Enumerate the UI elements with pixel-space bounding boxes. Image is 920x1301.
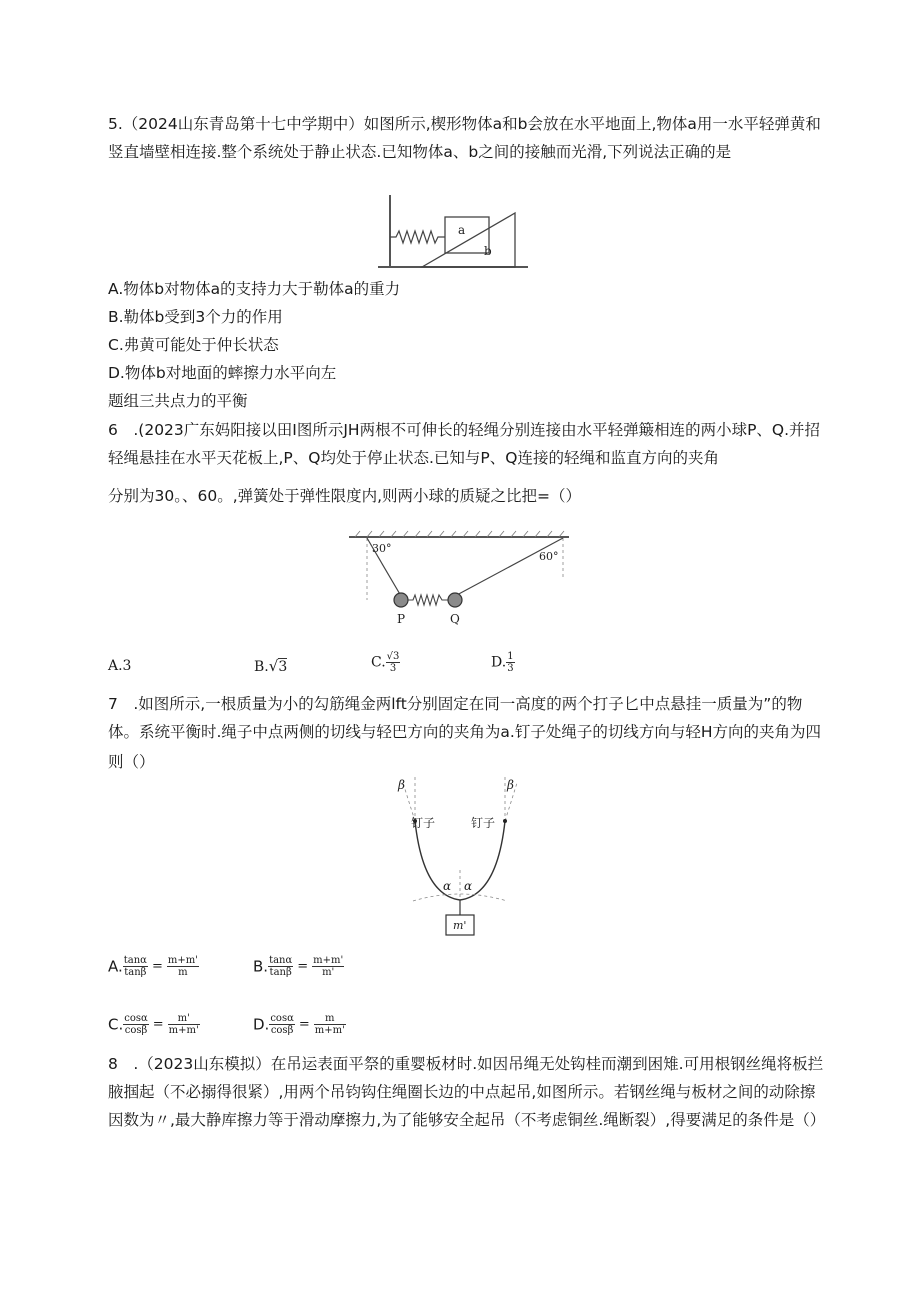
q7-a-lnum: tanα — [123, 955, 147, 966]
q8-stem-line2: 腋掴起（不必搦得很紧）,用两个吊钧钩住绳圈长边的中点起吊,如图所示。若钢丝绳与板材之间的动除擦 — [108, 1083, 816, 1101]
q6-option-d-fraction — [506, 651, 514, 674]
ball-p — [394, 593, 408, 607]
q6-option-c-numerator: 3 — [393, 651, 400, 662]
q7-b-rnum: m+m' — [313, 955, 344, 966]
q6-option-b-value: 3 — [278, 659, 288, 675]
q7-d-rnum: m — [314, 1013, 346, 1025]
q7-c-rnum: m' — [168, 1013, 200, 1025]
q7-figure-hanging-rope — [385, 775, 535, 940]
q7-d-lden: cosβ — [270, 1025, 294, 1036]
q5-stem-line2: 竖直墙壁相连接.整个系统处于静止状态.已知物体a、b之间的接触而光滑,下列说法正确的是 — [108, 143, 732, 161]
q5-figure-wedges — [372, 193, 532, 273]
block-a — [445, 217, 489, 253]
angle-30-label: 30° — [372, 542, 392, 555]
q5-stem-line1: 5.（2024山东青岛第十七中学期中）如图所示,楔形物体a和b会放在水平地面上,物体a用一水平轻弹黄和 — [108, 115, 821, 133]
angle-60-label: 60° — [539, 550, 559, 563]
nail-right — [503, 819, 507, 823]
q7-a-rden: m — [178, 967, 188, 978]
q5-option-c: C.弗黄可能处于仲长状态 — [108, 336, 279, 354]
q6-option-d-denominator: 3 — [507, 663, 514, 674]
q7-a-lden: tanβ — [124, 967, 147, 978]
q6-option-d-numerator: 1 — [507, 651, 514, 662]
label-q: Q — [450, 612, 460, 626]
q7-stem-line1: 7 .如图所示,一根质量为小的勾筋绳金两lft分别固定在同一高度的两个打子匕中点悬挂一质量为”的物 — [108, 695, 803, 713]
ball-q — [448, 593, 462, 607]
label-p: P — [397, 612, 406, 626]
beta-left-label: β — [398, 778, 405, 792]
label-a: a — [458, 223, 466, 237]
beta-right-label: β — [507, 778, 514, 792]
rope-q — [455, 538, 563, 596]
q7-c-lden: cosβ — [124, 1025, 148, 1036]
q6-option-b-label: B. — [254, 659, 269, 675]
nail-left-label: 钉子 — [411, 816, 436, 830]
q5-option-d: D.物体b对地面的蟀擦力水平向左 — [108, 364, 337, 382]
q6-stem-line2: 轻绳悬挂在水平天花板上,P、Q均处于停止状态.已知与P、Q连接的轻绳和监直方向的夹角 — [108, 449, 719, 467]
q5-option-a: A.物体b对物体a的支持力大于勒体a的重力 — [108, 280, 401, 298]
label-b: b — [484, 244, 492, 258]
q6-option-d-label: D. — [491, 654, 507, 671]
alpha-right-label: α — [464, 879, 473, 893]
q7-b-lnum: tanα — [269, 955, 293, 966]
q8-stem-line1: 8 .（2023山东模拟）在吊运表面平祭的重婴板材时.如因吊绳无处钩桂而潮到困雉.可用根钢丝绳将板拦 — [108, 1055, 824, 1073]
q7-c-lnum: cosα — [124, 1013, 148, 1024]
q7-option-b-label: B. — [253, 957, 269, 976]
q7-a-rnum: m+m' — [167, 955, 198, 966]
spring — [408, 595, 448, 605]
mass-label: m' — [453, 919, 467, 932]
q7-c-rden: m+m' — [168, 1025, 199, 1036]
q6-option-c-fraction: $\frac{√3}{3}$ — [386, 651, 400, 674]
sqrt-sign: √ — [268, 657, 279, 675]
q6-stem-line3: 分别为30。、60。,弹簧处于弹性限度内,则两小球的质疑之比把=（） — [108, 487, 582, 505]
q7-d-rden: m+m' — [314, 1025, 345, 1036]
q7-b-lden: tanβ — [269, 967, 292, 978]
q7-option-d — [253, 1013, 346, 1036]
nail-right-label: 钉子 — [471, 816, 496, 830]
q7-option-a — [108, 955, 199, 978]
q7-option-a-label: A. — [108, 957, 123, 976]
q6-option-c — [371, 651, 400, 674]
q8-stem-line3: 因数为〃,最大静库擦力等于滑动摩擦力,为了能够安全起吊（不考虑铜丝.绳断裂）,得要满足的条件是（） — [108, 1111, 826, 1129]
q6-option-a: A.3 — [108, 658, 132, 674]
q5-option-b: B.勒体b受到3个力的作用 — [108, 308, 283, 326]
alpha-left-label: α — [443, 879, 452, 893]
equals-sign: = — [298, 1016, 310, 1032]
q7-stem-line2: 体。系统平衡时.绳子中点两侧的切线与轻巴方向的夹角为a.钉子处绳子的切线方向与轻H方向的夹角为四 — [108, 723, 822, 741]
q7-option-b — [253, 955, 344, 978]
q7-option-c — [108, 1013, 200, 1036]
q7-d-lnum: cosα — [270, 1013, 294, 1024]
equals-sign: = — [297, 958, 309, 974]
q6-option-b — [254, 656, 287, 677]
q7-b-rden: m' — [322, 967, 335, 978]
equals-sign: = — [151, 958, 163, 974]
q7-option-d-label: D. — [253, 1015, 270, 1034]
section-heading: 题组三共点力的平衡 — [108, 392, 248, 410]
q6-option-c-label: C. — [371, 654, 386, 671]
q7-option-c-label: C. — [108, 1015, 124, 1034]
equals-sign: = — [152, 1016, 164, 1032]
q6-option-d — [491, 651, 515, 674]
q7-stem-line3: 则（） — [108, 753, 155, 771]
spring — [390, 231, 445, 243]
q6-stem-line1: 6 .(2023广东妈阳接以田I图所示JH两根不可伸长的轻绳分别连接由水平轻弹簸相连的两小球P、Q.并招 — [108, 421, 821, 439]
q6-figure-spring-balls — [345, 530, 575, 630]
q6-option-c-denominator: 3 — [389, 663, 397, 674]
